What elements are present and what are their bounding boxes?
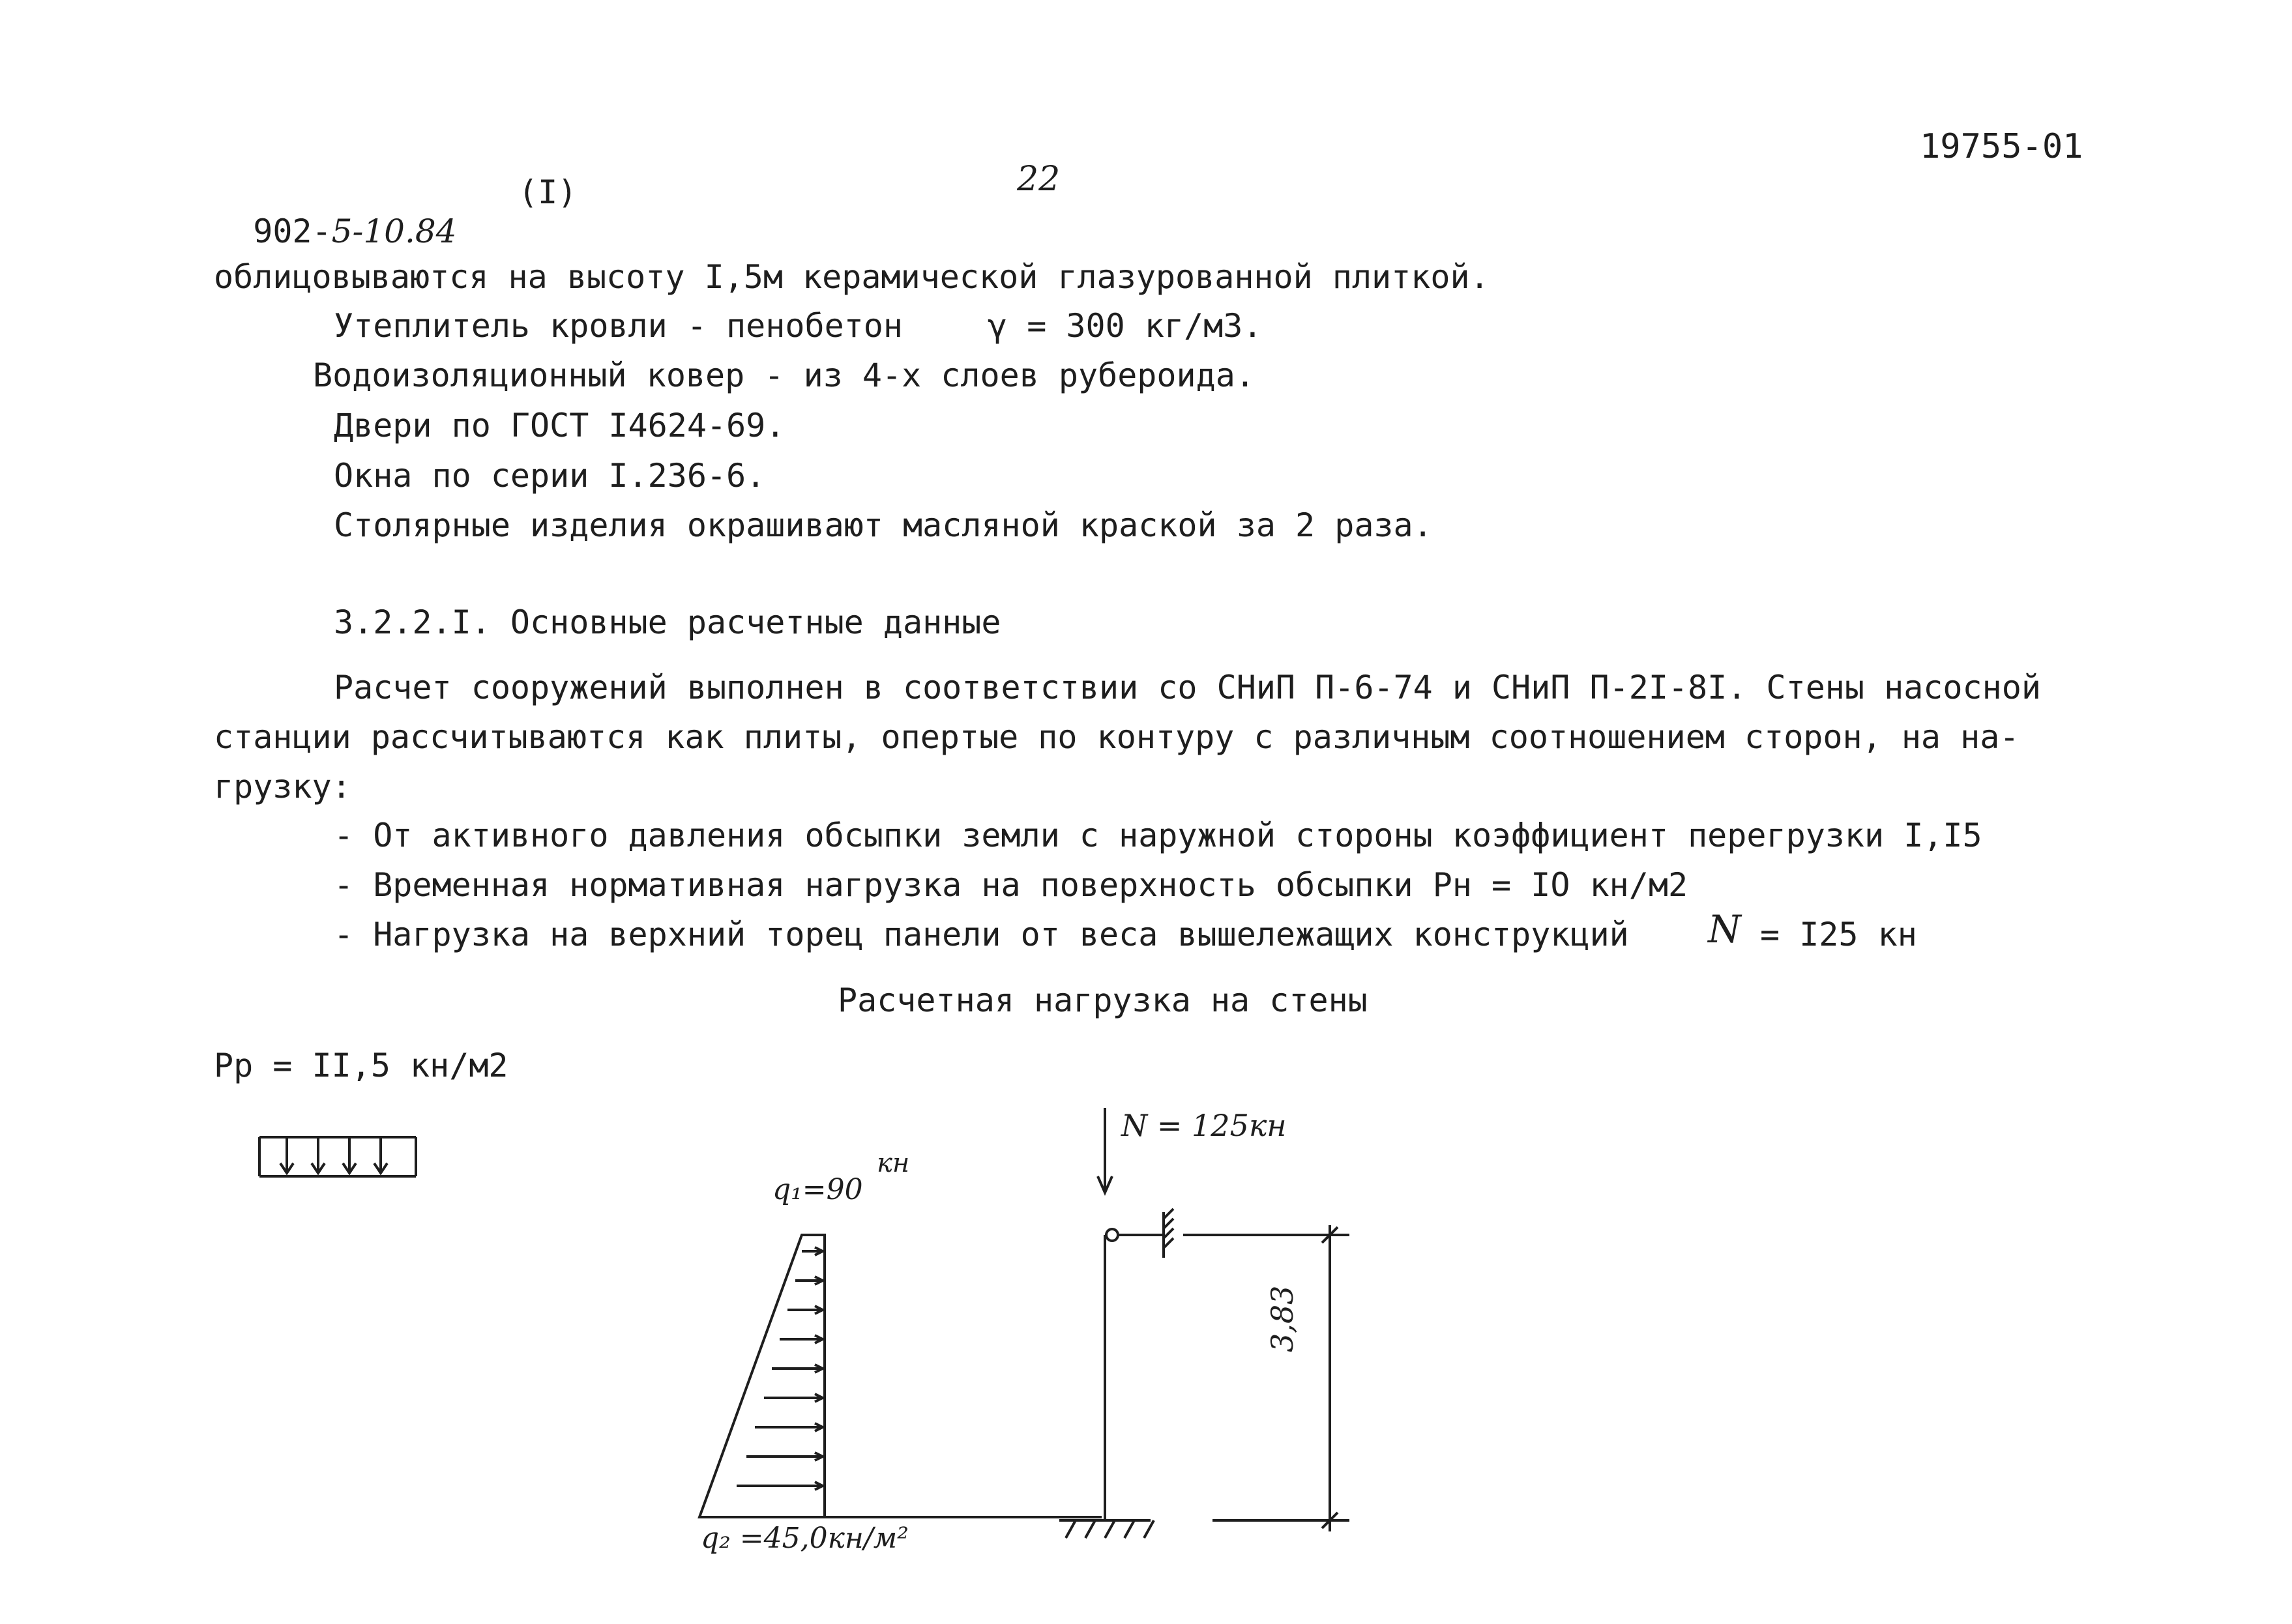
n-load-label: N = 125кн xyxy=(1121,1108,1287,1143)
text-line-4: Двери по ГОСТ I4624-69. xyxy=(334,407,786,444)
q1-label: q₁=90 xyxy=(772,1173,863,1206)
q1-unit: кн xyxy=(877,1148,910,1178)
bullet-1: - От активного давления обсыпки земли с наружной стороны коэффициент перегрузки I,I5 xyxy=(334,817,1982,854)
text-line-2: Утеплитель кровли - пенобетон xyxy=(334,307,903,345)
page-number: 22 xyxy=(1017,160,1061,199)
bullet-3-value: = I25 кн xyxy=(1760,916,1917,953)
paragraph-line-1: Расчет сооружений выполнен в соответствии со СНиП П-6-74 и СНиП П-2I-8I. Стены насосной xyxy=(334,669,2041,706)
section-heading: 3.2.2.I. Основные расчетные данные xyxy=(334,603,1001,641)
archive-number: 19755-01 xyxy=(1920,127,2083,166)
earth-pressure-diagram xyxy=(699,1235,825,1517)
text-line-6: Столярные изделия окрашивают масляной краской за 2 раза. xyxy=(334,506,1433,544)
bullet-3-symbol: N xyxy=(1708,907,1741,951)
bullet-3: - Нагрузка на верхний торец панели от веса вышележащих конструкций xyxy=(334,916,1629,953)
text-line-3: Водоизоляционный ковер - из 4-х слоев рубероида. xyxy=(313,356,1255,394)
series-prefix: 902- xyxy=(253,212,332,250)
text-line-1: облицовываются на высоту I,5м керамической глазурованной плиткой. xyxy=(214,258,1490,296)
figure-title: Расчетная нагрузка на стены xyxy=(838,981,1368,1019)
height-label: 3,83 xyxy=(1265,1285,1300,1352)
text-line-2-density: γ = 300 кг/м3. xyxy=(988,307,1263,345)
paragraph-line-2: станции рассчитываются как плиты, опертые по контуру с различным соотношением сторон, на на- xyxy=(214,718,2020,756)
text-line-5: Окна по серии I.236-6. xyxy=(334,457,766,495)
part-number: (I) xyxy=(518,173,578,211)
q2-label: q₂ =45,0кн/м² xyxy=(701,1522,909,1555)
series-handwritten: 5-10.84 xyxy=(331,212,457,250)
paragraph-line-3: грузку: xyxy=(214,768,351,805)
design-load-label: Рр = II,5 кн/м2 xyxy=(214,1047,508,1084)
load-legend-symbol xyxy=(259,1137,416,1176)
bullet-2: - Временная нормативная нагрузка на поверхность обсыпки Рн = IO кн/м2 xyxy=(334,866,1688,904)
